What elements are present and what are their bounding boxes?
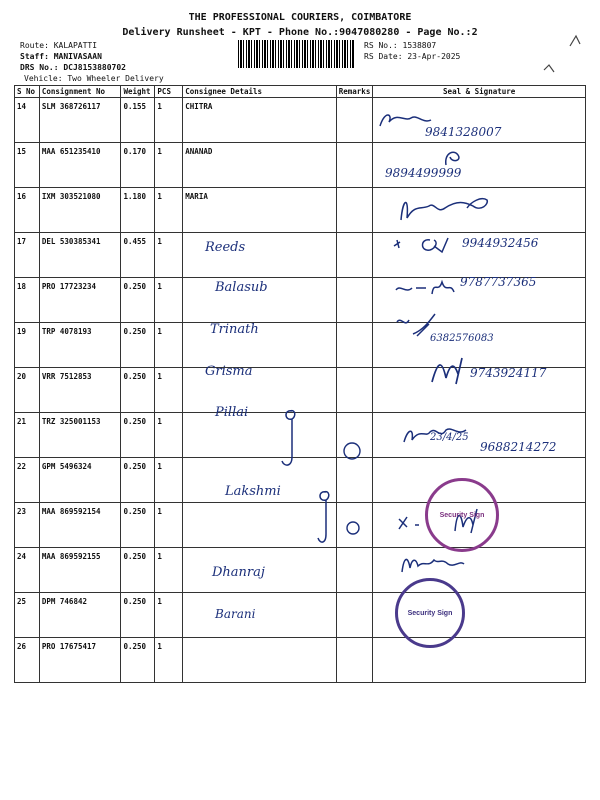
cell-consignment: MAA 869592154 [39,503,121,548]
scribble-path [380,115,431,126]
cell-signature [373,638,586,683]
cell-pcs: 1 [155,278,183,323]
scribble-path [396,282,454,294]
drs-number: DRS No.: DCJ8153880702 [20,63,126,72]
handwritten-phone: 6382576083 [430,333,494,344]
stamp-small-icon [344,520,362,536]
table-row [15,503,586,548]
corner-mark-shape [544,65,554,72]
scribble-path [318,492,329,542]
handwritten-name: Balasub [215,280,268,295]
cell-remarks [336,368,373,413]
cell-sno: 16 [15,188,40,233]
cell-pcs: 1 [155,413,183,458]
cell-signature [373,143,586,188]
scribble-path [402,559,464,572]
handwritten-name: Trinath [210,322,259,337]
rs-date: RS Date: 23-Apr-2025 [364,52,461,61]
stamp-small-icon [342,442,362,460]
handwritten-name: Dhanraj [212,565,265,580]
cell-consignment: PRO 17675417 [39,638,121,683]
signature-scribble [440,145,470,167]
cell-consignment: SLM 368726117 [39,98,121,143]
cell-remarks [336,98,373,143]
table-row [15,638,586,683]
cell-consignment: TRZ 325001153 [39,413,121,458]
cell-consignee: CHITRA [183,98,336,143]
stamp-small-circle [347,522,359,534]
cell-weight: 0.250 [121,638,155,683]
cell-sno: 25 [15,593,40,638]
cell-remarks [336,548,373,593]
cell-sno: 20 [15,368,40,413]
corner-mark-icon [542,62,556,76]
cell-weight: 0.455 [121,233,155,278]
cell-consignment: VRR 7512853 [39,368,121,413]
cell-consignment: DPM 746842 [39,593,121,638]
scribble-path [397,314,435,336]
barcode [238,40,354,68]
handwritten-phone: 9944932456 [462,236,539,250]
cell-pcs: 1 [155,458,183,503]
signature-scribble [278,405,306,469]
cell-pcs: 1 [155,143,183,188]
cell-consignee [183,323,336,368]
vehicle-text: Vehicle: Two Wheeler Delivery [24,74,164,83]
cell-pcs: 1 [155,638,183,683]
handwritten-date: 23/4/25 [430,432,469,443]
cell-sno: 19 [15,323,40,368]
runsheet-subtitle: Delivery Runsheet - KPT - Phone No.:9047080280 - Page No.:2 [122,27,478,38]
handwritten-phone: 9743924117 [470,366,547,380]
col-consignee: Consignee Details [183,86,336,98]
cell-pcs: 1 [155,503,183,548]
cell-sno: 24 [15,548,40,593]
cell-sno: 17 [15,233,40,278]
cell-consignee [183,593,336,638]
handwritten-phone: 9841328007 [425,125,502,139]
company-title: THE PROFESSIONAL COURIERS, COIMBATORE [188,12,412,23]
courier-stamp [395,578,465,648]
cell-sno: 23 [15,503,40,548]
cell-weight: 1.180 [121,188,155,233]
scribble-path [394,238,448,252]
cell-pcs: 1 [155,188,183,233]
cell-weight: 0.250 [121,548,155,593]
cell-consignee [183,638,336,683]
cell-consignment: PRO 17723234 [39,278,121,323]
stamp-small-circle [344,443,360,459]
signature-scribble [400,422,480,448]
cell-consignment: MAA 651235410 [39,143,121,188]
signature-scribble [314,486,340,548]
cell-remarks [336,458,373,503]
cell-weight: 0.250 [121,323,155,368]
table-row [15,188,586,233]
cell-pcs: 1 [155,548,183,593]
cell-sno: 22 [15,458,40,503]
col-signature: Seal & Signature [373,86,586,98]
table-header-row [15,86,586,98]
staff-text: Staff: MANIVASAAN [20,52,102,61]
scribble-path [404,429,466,442]
handwritten-phone: 9787737365 [460,275,537,289]
cell-pcs: 1 [155,233,183,278]
scribble-path [282,411,295,465]
col-remarks: Remarks [336,86,373,98]
cell-sno: 21 [15,413,40,458]
corner-mark-shape [570,36,580,46]
scribble-path [446,152,459,165]
cell-pcs: 1 [155,98,183,143]
route-text: Route: KALAPATTI [20,41,98,50]
scribble-path [401,199,487,220]
cell-consignment: TRP 4078193 [39,323,121,368]
signature-scribble [428,356,472,386]
scribble-path [432,358,462,384]
signature-scribble [390,232,460,256]
cell-sno: 26 [15,638,40,683]
cell-consignment: IXM 303521080 [39,188,121,233]
cell-weight: 0.170 [121,143,155,188]
handwritten-phone: 9894499999 [385,166,462,180]
cell-remarks [336,233,373,278]
cell-remarks [336,143,373,188]
stamp-text: Security Sign [407,609,453,617]
col-pcs: PCS [155,86,183,98]
cell-remarks [336,323,373,368]
cell-remarks [336,278,373,323]
cell-pcs: 1 [155,368,183,413]
cell-weight: 0.250 [121,368,155,413]
cell-sno: 18 [15,278,40,323]
signature-scribble [392,276,462,300]
cell-consignee: ANANAD [183,143,336,188]
stamp-text: Security Sign [439,511,485,519]
cell-consignment: GPM 5496324 [39,458,121,503]
corner-mark-icon [568,34,582,48]
handwritten-name: Barani [215,607,256,621]
cell-consignment: MAA 869592155 [39,548,121,593]
cell-remarks [336,188,373,233]
handwritten-phone: 9688214272 [480,440,557,454]
cell-weight: 0.250 [121,413,155,458]
cell-remarks [336,593,373,638]
table-row [15,323,586,368]
signature-scribble [395,192,495,224]
cell-sno: 15 [15,143,40,188]
table-row [15,593,586,638]
col-sno: S No [15,86,40,98]
signature-scribble [393,310,443,340]
cell-consignee: MARIA [183,188,336,233]
runsheet-table [14,85,586,683]
handwritten-name: Reeds [205,240,246,255]
cell-pcs: 1 [155,593,183,638]
table-row [15,548,586,593]
rs-number: RS No.: 1538807 [364,41,437,50]
cell-consignee [183,413,336,458]
cell-weight: 0.155 [121,98,155,143]
cell-remarks [336,638,373,683]
handwritten-name: Lakshmi [225,484,281,499]
courier-stamp [425,478,499,552]
signature-scribble [398,550,468,576]
cell-weight: 0.250 [121,593,155,638]
cell-weight: 0.250 [121,458,155,503]
cell-pcs: 1 [155,323,183,368]
cell-sno: 14 [15,98,40,143]
col-weight: Weight [121,86,155,98]
col-consignment: Consignment No [39,86,121,98]
handwritten-name: Grisma [205,364,253,379]
cell-consignment: DEL 530385341 [39,233,121,278]
cell-weight: 0.250 [121,278,155,323]
handwritten-name: Pillai [215,405,249,420]
cell-weight: 0.250 [121,503,155,548]
table-row [15,143,586,188]
signature-scribble [375,108,435,132]
